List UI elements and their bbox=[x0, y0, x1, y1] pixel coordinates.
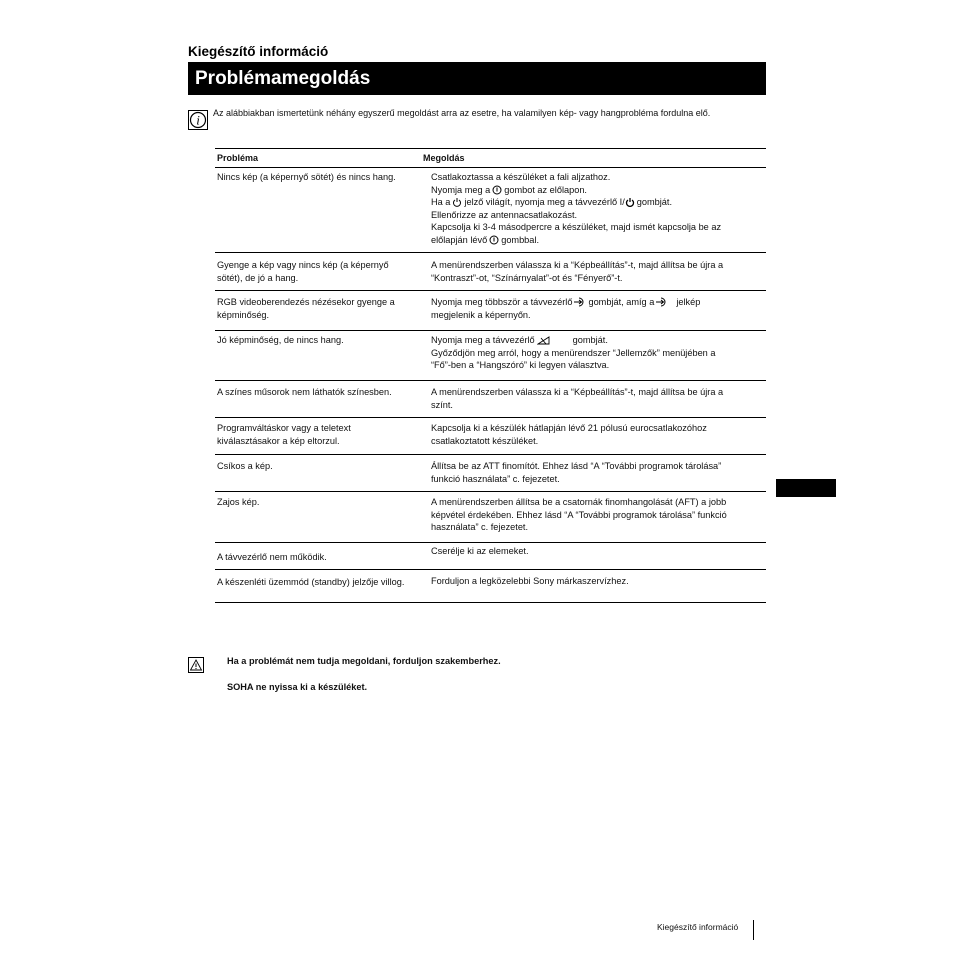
solution-line: csatlakoztatott készüléket. bbox=[431, 435, 539, 446]
solution-line: A menürendszerben válassza ki a “Képbeállítás”-t, majd állítsa be újra a bbox=[431, 387, 724, 397]
problem-text: Programváltáskor vagy a teletext kiválasztásakor a kép eltorzul. bbox=[217, 423, 351, 446]
solution-fragment: Nyomja meg többször a távvezérlő bbox=[431, 297, 573, 307]
solution-line bbox=[431, 296, 771, 309]
warning-text-help: Ha a problémát nem tudja megoldani, forduljon szakemberhez. bbox=[227, 656, 501, 666]
table-row bbox=[215, 570, 766, 603]
solution-line: színt. bbox=[431, 399, 453, 410]
solution-line: “Kontraszt”-ot, “Színárnyalat”-ot és “Fényerő”-t. bbox=[431, 272, 623, 283]
solution-line: megjelenik a képernyőn. bbox=[431, 309, 531, 320]
problem-text: Jó képminőség, de nincs hang. bbox=[217, 335, 344, 345]
solution-text bbox=[431, 496, 771, 534]
solution-text bbox=[431, 422, 771, 447]
solution-fragment: gombját. bbox=[636, 197, 673, 207]
power-icon bbox=[492, 185, 502, 195]
mute-icon bbox=[537, 335, 551, 345]
footer-label: Kiegészítő információ bbox=[657, 922, 739, 932]
table-header bbox=[215, 148, 766, 168]
solution-line: Cserélje ki az elemeket. bbox=[431, 546, 529, 556]
table-row bbox=[215, 418, 766, 455]
solution-fragment: jelző világít, nyomja meg a távvezérlő I/ bbox=[464, 197, 625, 207]
solution-fragment: Nyomja meg a távvezérlő bbox=[431, 335, 535, 345]
solution-fragment: gombját, amíg a bbox=[588, 297, 655, 307]
standby-icon bbox=[452, 197, 462, 207]
solution-line bbox=[431, 196, 771, 209]
solution-line: “Fő”-ben a “Hangszóró” ki legyen választva. bbox=[431, 360, 610, 370]
solution-fragment: gombbal. bbox=[501, 234, 539, 245]
solution-text bbox=[431, 386, 771, 411]
table-row bbox=[215, 331, 766, 381]
solution-fragment: Nyomja meg a bbox=[431, 184, 491, 195]
solution-line: A menürendszerben állítsa be a csatornák finomhangolását (AFT) a jobb bbox=[431, 497, 727, 507]
section-label: Kiegészítő információ bbox=[188, 44, 329, 59]
solution-text bbox=[431, 296, 771, 321]
solution-text bbox=[431, 259, 771, 284]
column-header-solution: Megoldás bbox=[423, 153, 465, 163]
solution-fragment: gombot az előlapon. bbox=[504, 184, 587, 195]
solution-line bbox=[431, 234, 771, 247]
table-row bbox=[215, 253, 766, 291]
solution-line: Állítsa be az ATT finomítót. Ehhez lásd “A “További programok tárolása” bbox=[431, 461, 722, 471]
solution-line bbox=[431, 184, 771, 197]
solution-line: Csatlakoztassa a készüléket a fali aljzathoz. bbox=[431, 172, 611, 182]
table-row bbox=[215, 543, 766, 570]
problem-text: Gyenge a kép vagy nincs kép (a képernyő sötét), de jó a hang. bbox=[217, 260, 389, 283]
problem-text: A színes műsorok nem láthatók színesben. bbox=[217, 387, 392, 397]
table-row bbox=[215, 167, 766, 253]
solution-line: Forduljon a legközelebbi Sony márkaszervízhez. bbox=[431, 576, 629, 586]
table-row bbox=[215, 455, 766, 492]
table-row bbox=[215, 492, 766, 543]
solution-text bbox=[431, 460, 771, 485]
power-icon bbox=[489, 235, 499, 245]
page-title bbox=[188, 62, 766, 95]
table-row bbox=[215, 381, 766, 418]
problem-text: Zajos kép. bbox=[217, 497, 260, 507]
troubleshooting-table bbox=[215, 148, 766, 587]
side-tab-marker bbox=[776, 479, 836, 497]
solution-fragment: előlapján lévő bbox=[431, 234, 488, 245]
problem-text: Nincs kép (a képernyő sötét) és nincs hang. bbox=[217, 172, 396, 182]
solution-text bbox=[431, 575, 771, 588]
solution-fragment: jelkép bbox=[676, 297, 701, 307]
svg-text:i: i bbox=[196, 112, 200, 128]
problem-text: A távvezérlő nem működik. bbox=[217, 552, 327, 562]
input-icon bbox=[656, 297, 668, 307]
solution-line: A menürendszerben válassza ki a “Képbeállítás”-t, majd állítsa be újra a bbox=[431, 260, 724, 270]
solution-line: használata” c. fejezetet. bbox=[431, 522, 529, 532]
solution-line: képvétel érdekében. Ehhez lásd “A “További programok tárolása” funkció bbox=[431, 509, 727, 520]
problem-text: Csíkos a kép. bbox=[217, 461, 273, 471]
table-row bbox=[215, 291, 766, 331]
info-icon bbox=[188, 110, 208, 130]
solution-text bbox=[431, 545, 771, 558]
warning-text-open: SOHA ne nyissa ki a készüléket. bbox=[227, 682, 368, 692]
solution-line: funkció használata” c. fejezetet. bbox=[431, 473, 560, 484]
solution-line: Győződjön meg arról, hogy a menürendszer “Jellemzők” menüjében a bbox=[431, 347, 716, 358]
footer-divider bbox=[753, 920, 754, 940]
solution-fragment: Ha a bbox=[431, 197, 451, 207]
warning-icon bbox=[188, 657, 204, 673]
solution-line: Kapcsolja ki 3-4 másodpercre a készüléket, majd ismét kapcsolja be az bbox=[431, 222, 722, 232]
column-header-problem: Probléma bbox=[217, 153, 259, 163]
solution-line: Ellenőrizze az antennacsatlakozást. bbox=[431, 209, 578, 220]
solution-line bbox=[431, 334, 771, 347]
solution-text bbox=[431, 334, 771, 372]
problem-text: RGB videoberendezés nézésekor gyenge a képminőség. bbox=[217, 297, 395, 320]
standby-icon bbox=[625, 197, 635, 207]
input-icon bbox=[574, 297, 586, 307]
problem-text: A készenléti üzemmód (standby) jelzője villog. bbox=[217, 577, 405, 587]
solution-line: Kapcsolja ki a készülék hátlapján lévő 21 pólusú eurocsatlakozóhoz bbox=[431, 423, 707, 433]
page-title-text: Problémamegoldás bbox=[195, 67, 371, 89]
solution-fragment: gombját. bbox=[572, 335, 608, 345]
solution-text bbox=[431, 171, 771, 246]
intro-text: Az alábbiakban ismertetünk néhány egyszerű megoldást arra az esetre, ha valamilyen kép- vagy hangprobléma fordulna elő. bbox=[213, 108, 711, 118]
